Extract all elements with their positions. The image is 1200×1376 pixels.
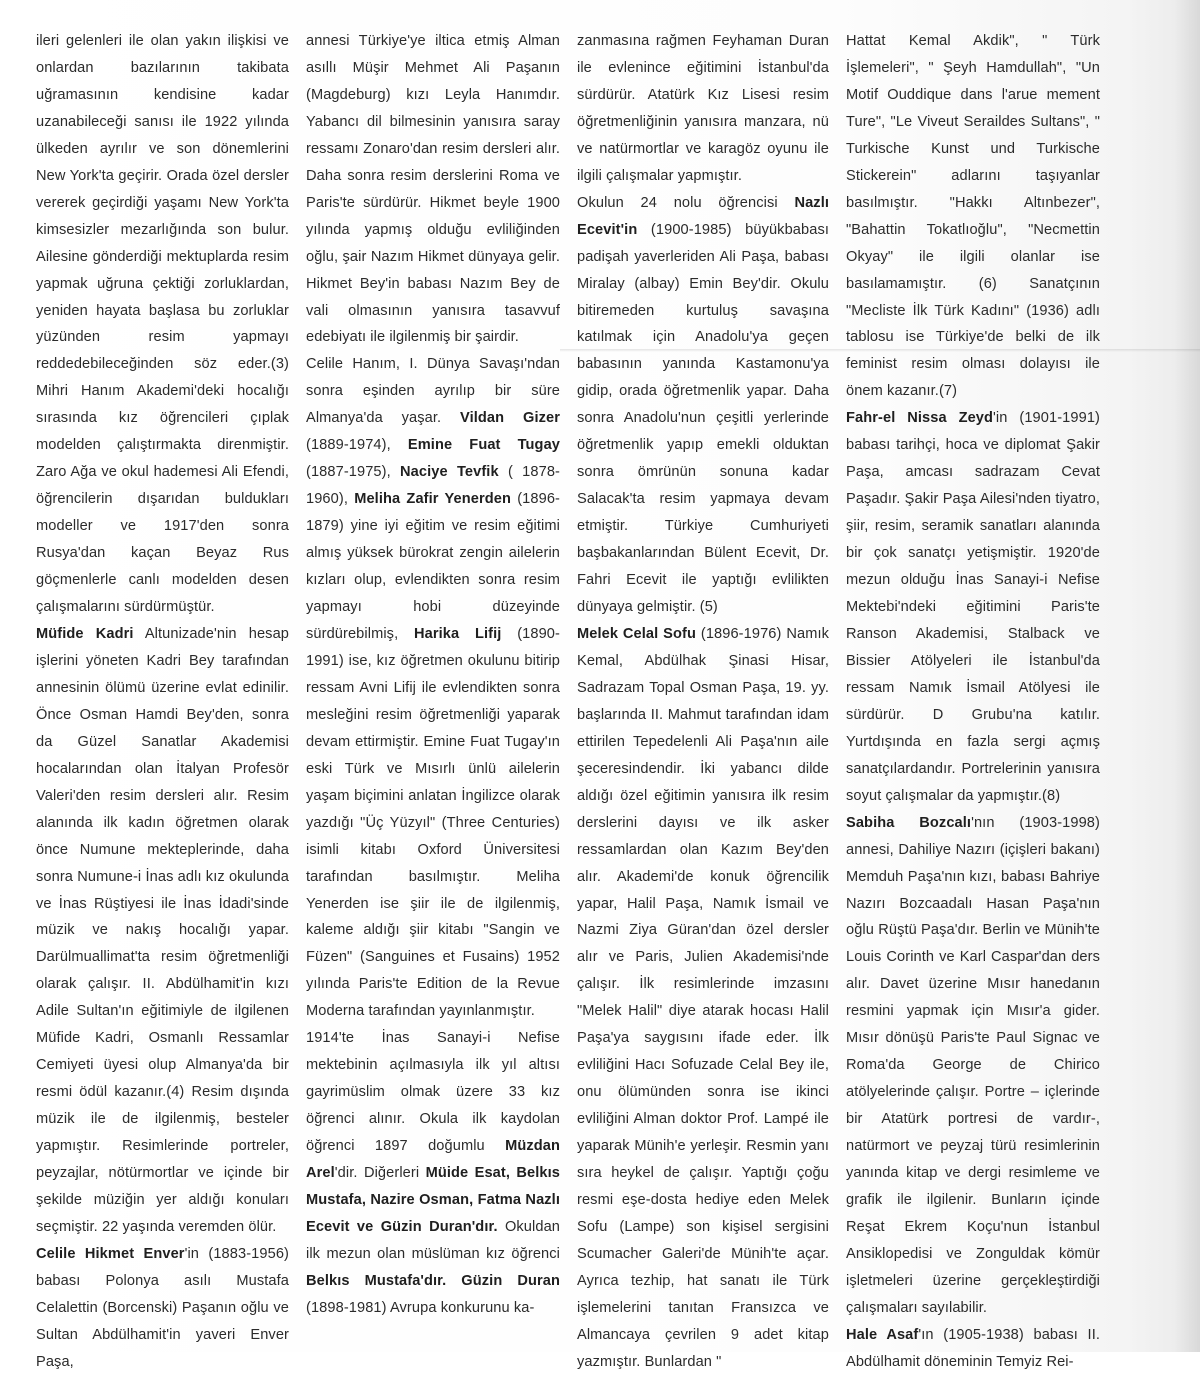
bold-name-text: Müzdan Arel	[306, 1138, 560, 1182]
bold-name-text: Sabiha Bozcalı	[846, 814, 972, 831]
paragraph	[36, 1241, 289, 1376]
paragraph	[577, 28, 829, 190]
paragraph	[846, 810, 1100, 1322]
body-text: 'in (1883-1956) babası Polonya asılı Mustafa Celalettin (Borcenski) Paşanın oğlu ve Sultan Abdülhamit'in yaveri Enver Paşa,	[36, 1245, 289, 1370]
body-text: (1896-1976) Namık Kemal, Abdülhak Şinasi Hisar, Sadrazam Topal Osman Paşa, 19. yy. başlarında II. Mahmut tarafından idam ettirilen Tepedelenli Ali Paşa'nın aile şeceresindendir. İki yabancı dilde aldığı özel eğitimin yanısıra ilk resim derslerini dayısı ve ilk asker ressamlardan olan Kazım Bey'den alır. Akademi'de konuk öğrencilik yapar, Halil Paşa, Namık İsmail ve Nazmi Ziya Güran'dan özel dersler alır ve Paris, Julien Akademisi'nde çalışır. İlk resimlerinde imzasını "Melek Halil" diye atarak hocası Halil Paşa'ya saygısını ifade eder. İlk evliliğini Hacı Sofuzade Celal Bey ile, onu ölümünden sonra ise ikinci evliliğini Alman doktor Prof. Lampé ile yaparak Münih'e yerleşir. Resmin yanı sıra heykel de çalışır. Yaptığı çoğu resmi eşe-dosta hediye eden Melek Sofu (Lampe) son kişisel sergisini Scumacher Galeri'de Münih'te açar. Ayrıca tezhip, hat sanatı ile Türk işlemelerini tanıtan Fransızca ve Almancaya çevrilen 9 adet kitap yazmıştır. Bunlardan "	[577, 625, 829, 1370]
paragraph	[36, 28, 289, 621]
paragraph	[36, 621, 289, 1241]
bold-name-text: Hale Asaf	[846, 1326, 919, 1343]
bold-name-text: Müide Esat, Belkıs Mustafa, Nazire Osman, Fatma Nazlı Ecevit ve Güzin Duran'dır.	[306, 1165, 560, 1235]
bold-name-text: Müfide Kadri	[36, 625, 134, 642]
body-text: Celile Hanım, I. Dünya Savaşı'ndan sonra eşinden ayrılıp bir süre Almanya'da yaşar.	[306, 356, 560, 427]
paragraph	[846, 1322, 1100, 1376]
bold-name-text: Melek Celal Sofu	[577, 625, 696, 642]
bold-name-text: Vildan Gizer	[460, 410, 560, 427]
page-edge-shadow	[1174, 0, 1200, 1352]
body-text: 'ın (1905-1938) babası II. Abdülhamit döneminin Temyiz Rei-	[846, 1326, 1101, 1370]
body-text: (1890-1991) ise, kız öğretmen okulunu bitirip ressam Avni Lifij ile evlendikten sonra mesleğini resim öğretmenliği yaparak devam ettirmiştir. Emine Fuat Tugay'ın eski Türk ve Mısırlı ünlü ailelerin yaşam biçimini anlatan İngilizce olarak yazdığı "Üç Yüzyıl" (Three Centuries) isimli kitabı Oxford Üniversitesi tarafından basılmıştır. Meliha Yenerden ise şiir ile de ilgilenmiş, kaleme aldığı şiir kitabı "Sangin ve Füzen" (Sanguines et Fusains) 1952 yılında Paris'te Edition de la Revue Moderna tarafından yayınlanmıştır.	[306, 625, 560, 1020]
paragraph	[577, 190, 829, 621]
paragraph	[846, 28, 1100, 405]
bold-name-text: Celile Hikmet Enver	[36, 1245, 185, 1262]
body-text: (1898-1981) Avrupa konkurunu ka-	[306, 1299, 535, 1316]
text-column-2	[306, 28, 560, 1328]
bold-name-text: Emine Fuat Tugay	[407, 437, 561, 454]
bold-name-text: Nazlı Ecevit'in	[577, 194, 829, 238]
body-text: (1889-1974),	[306, 437, 408, 454]
bold-name-text: Meliha Zafir Yenerden	[354, 491, 511, 508]
body-text: 'in (1901-1991) babası tarihçi, hoca ve diplomat Şakir Paşa, amcası sadrazam Cevat Paşadır. Şakir Paşa Ailesi'nden tiyatro, şiir, resim, seramik sanatları alanında bir çok sanatçı yetişmiştir. 1920'de mezun olduğu İnas Sanayi-i Nefise Mektebi'ndeki eğitimini Paris'te Ranson Akademisi, Stalback ve Bissier Atölyeleri ile İstanbul'da ressam Namık İsmail Atölyesi ile sürdürür. D Grubu'na katılır. Yurtdışında en fazla sergi açmış sanatçılardandır. Portrelerinin yanısıra soyut çalışmalar da yapmıştır.(8)	[846, 410, 1100, 804]
body-text: Okuldan ilk mezun olan müslüman kız öğrenci	[306, 1218, 560, 1262]
text-column-3	[577, 28, 829, 1370]
bold-name-text: Harika Lifij	[414, 625, 502, 642]
body-text: ( 1878-1960),	[306, 464, 560, 508]
text-column-4	[846, 28, 1101, 1370]
paragraph	[306, 28, 560, 351]
bold-name-text: Belkıs Mustafa'dır. Güzin Duran	[306, 1272, 560, 1289]
body-text: (1887-1975),	[306, 464, 401, 481]
body-text: (1896-1879) yine iyi eğitim ve resim eğitimi almış yüksek bürokrat zengin ailelerin kızları olup, evlendikten sonra resim yapmayı hobi düzeyinde sürdürebilmiş,	[306, 491, 560, 642]
body-text: ileri gelenleri ile olan yakın ilişkisi ve onlardan bazılarının takibata uğramasının kendisine kadar uzanabileceği sanısı ile 1922 yılında ülkeden ayrılır ve son dönemlerini New York'ta geçirir. Orada özel dersler vererek geçirdiği yaşamı New York'ta kimsesizler mezarlığında son bulur. Ailesine gönderdiği mektuplarda resim yapmak uğruna çektiği zorluklardan, yeniden hayata başlasa bu zorluklar yüzünden resim yapmayı reddedebileceğinden söz eder.(3) Mihri Hanım Akademi'deki hocalığı sırasında kız öğrencileri çıplak modelden çalıştırmakta direnmiştir. Zaro Ağa ve okul hademesi Ali Efendi, öğrencilerin dışarıdan buldukları modeller ve 1917'den sonra Rusya'dan kaçan Beyaz Rus göçmenlerle canlı modelden desen çalışmalarını sürdürmüştür.	[36, 33, 289, 616]
body-text: zanmasına rağmen Feyhaman Duran ile evlenince eğitimini İstanbul'da sürdürür. Atatürk Kız Lisesi resim öğretmenliğinin yanısıra manzara, nü ve natürmortlar ve karagöz oyunu ile ilgili çalışmalar yapmıştır.	[577, 33, 829, 184]
body-text: Hattat Kemal Akdik", " Türk İşlemeleri", " Şeyh Hamdullah", "Un Motif Ouddique dans l'arue mement Ture", "Le Viveut Seraildes Sultans", " Turkische Kunst und Turkische Stickerein" adlarını taşıyanlar basılmıştır. "Hakkı Altınbezer", "Bahattin Tokatlıoğlu", "Necmettin Okyay" ile ilgili olanlar ise basılamamıştır. (6) Sanatçının "Mecliste İlk Türk Kadını" (1936) adlı tablosu ise Türkiye'de belki de ilk feminist resim olması dolayısı ile önem kazanır.(7)	[846, 33, 1100, 400]
paragraph	[577, 621, 829, 1376]
paragraph	[846, 405, 1100, 809]
body-text: 'dir. Diğerleri	[334, 1165, 426, 1182]
body-text: Altunizade'nin hesap işlerini yöneten Kadri Bey tarafından annesinin ölümü üzerine evlat edinilir. Önce Osman Hamdi Bey'den, sonra da Güzel Sanatlar Akademisi hocalarından olan İtalyan Profesör Valeri'den resim dersleri alır. Resim alanında ilk kadın öğretmen olarak önce Numune mekteplerinde, daha sonra Numune-i İnas adlı kız okulunda ve İnas Rüştiyesi ile İnas İdadi'sinde müzik ve nakış hocalığı yapar. Darülmuallimat'ta resim öğretmenliği olarak çalışır. II. Abdülhamit'in kızı Adile Sultan'ın eğitimiyle de ilgilenen Müfide Kadri, Osmanlı Ressamlar Cemiyeti üyesi olup Almanya'da bir resmi ödül kazanır.(4) Resim dışında müzik ile de ilgilenmiş, besteler yapmıştır. Resimlerinde portreler, peyzajlar, nötürmortlar ve içinde bir şekilde müziğin yer aldığı konuları seçmiştir. 22 yaşında veremden ölür.	[36, 625, 289, 1235]
body-text: Okulun 24 nolu öğrencisi	[577, 194, 795, 211]
body-text: annesi Türkiye'ye iltica etmiş Alman asıllı Müşir Mehmet Ali Paşanın (Magdeburg) kızı Leyla Hanımdır. Yabancı dil bilmesinin yanısıra saray ressamı Zonaro'dan resim dersleri alır. Daha sonra resim derslerini Roma ve Paris'te sürdürür. Hikmet beyle 1900 yılında yapmış olduğu evliliğinden oğlu, şair Nazım Hikmet dünyaya gelir. Hikmet Bey'in babası Nazım Bey de vali olmasının yanısıra tasavvuf edebiyatı ile ilgilenmiş bir şairdir.	[306, 33, 560, 346]
paragraph	[306, 1025, 560, 1321]
paragraph	[306, 351, 560, 1025]
body-text: 'nın (1903-1998) annesi, Dahiliye Nazırı (içişleri bakanı) Memduh Paşa'nın kızı, babası Bahriye Nazırı Bozcaadalı Hasan Paşa'nın oğlu Rüştü Paşa'dır. Berlin ve Münih'te Louis Corinth ve Karl Caspar'dan ders alır. Davet üzerine Mısır hanedanın resmini yapmak için Mısır'a gider. Mısır dönüşü Paris'te Paul Signac ve Roma'da George de Chirico atölyelerinde çalışır. Portre – içlerinde bir Atatürk portresi de vardır-, natürmort ve peyzaj türü resimlerinin yanında kitap ve dergi resimleme ve grafik ile ilgilenir. Bunların içinde Reşat Ekrem Koçu'nun İstanbul Ansiklopedisi ve Zonguldak kömür işletmeleri üzerine gerçekleştirdiği çalışmaları sayılabilir.	[846, 814, 1100, 1316]
body-text: (1900-1985) büyükbabası padişah yaverleriden Ali Paşa, babası Miralay (albay) Emin Bey'dir. Okulu bitiremeden kurtuluş savaşına katılmak için Anadolu'ya geçen babasının yanında Kastamonu'ya gidip, orada öğretmenlik yapar. Daha sonra Anadolu'nun çeşitli yerlerinde öğretmenlik yapıp emekli olduktan sonra ömrünün sonuna kadar Salacak'ta resim yapmaya devam etmiştir. Türkiye Cumhuriyeti başbakanlarından Bülent Ecevit, Dr. Fahri Ecevit ile yaptığı evlilikten dünyaya gelmiştir. (5)	[577, 221, 829, 616]
bold-name-text: Naciye Tevfik	[400, 464, 499, 481]
bold-name-text: Fahr-el Nissa Zeyd	[846, 410, 994, 427]
text-column-1	[36, 28, 289, 1370]
body-text: 1914'te İnas Sanayi-i Nefise mektebinin açılmasıyla ilk yıl altısı gayrimüslim olmak üzere 33 kız öğrenci alınır. Okula ilk kaydolan öğrenci 1897 doğumlu	[306, 1030, 560, 1155]
